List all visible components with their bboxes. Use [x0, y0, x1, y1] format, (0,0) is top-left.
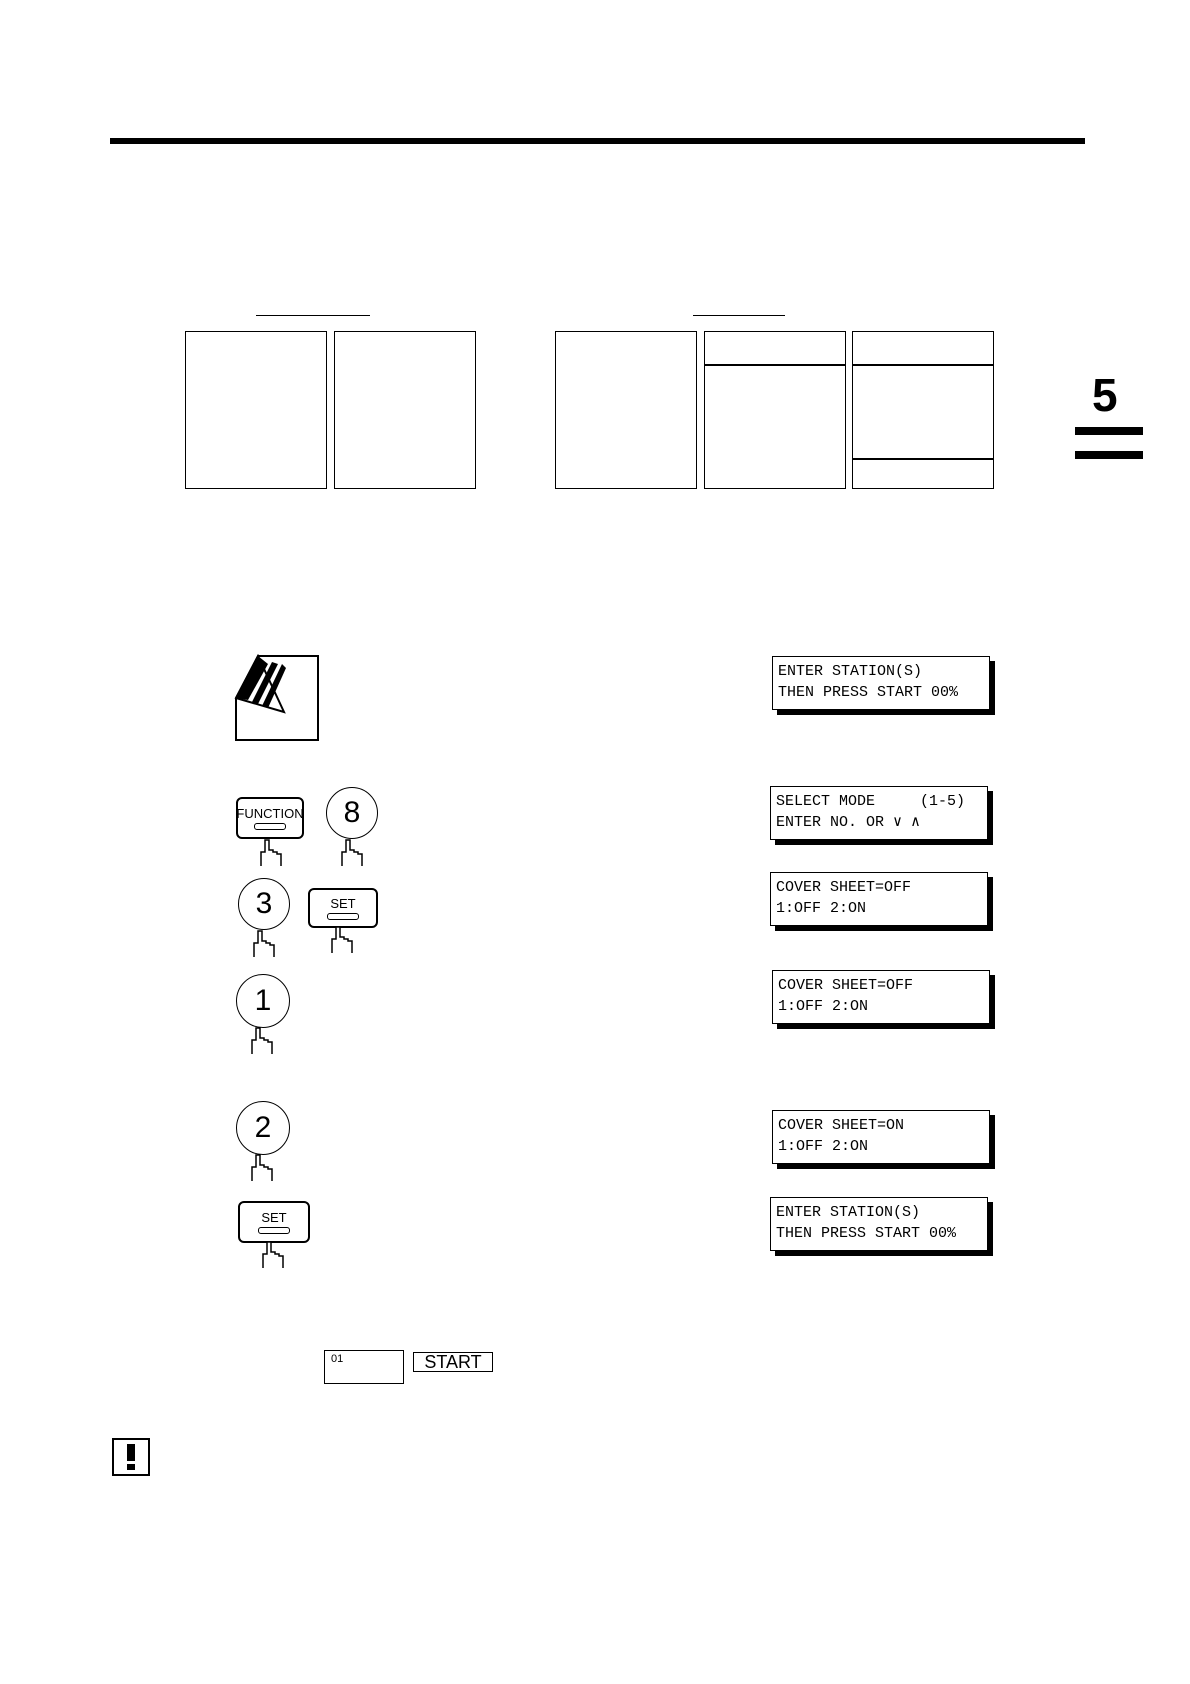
lcd-display-step6: ENTER STATION(S) THEN PRESS START 00% — [770, 1197, 988, 1251]
page-diagram — [555, 331, 697, 489]
lcd-display-step5: COVER SHEET=ON 1:OFF 2:ON — [772, 1110, 990, 1164]
key-2[interactable]: 2 — [236, 1101, 290, 1155]
set-key[interactable]: SET — [238, 1201, 310, 1243]
note-icon — [112, 1438, 150, 1476]
start-key[interactable]: START — [413, 1352, 493, 1372]
station-number-box[interactable]: 01 — [324, 1350, 404, 1384]
chapter-number: 5 — [1092, 369, 1118, 421]
right-group-underline — [693, 315, 785, 316]
key-1[interactable]: 1 — [236, 974, 290, 1028]
finger-icon — [257, 838, 287, 868]
page-diagram — [185, 331, 327, 489]
page-diagram — [334, 331, 476, 489]
key-3[interactable]: 3 — [238, 878, 290, 930]
lcd-display-step4: COVER SHEET=OFF 1:OFF 2:ON — [772, 970, 990, 1024]
finger-icon — [338, 838, 368, 868]
chapter-bar-top — [1075, 427, 1143, 435]
page-diagram — [704, 331, 846, 489]
document-icon — [234, 654, 320, 742]
left-group-underline — [256, 315, 370, 316]
finger-icon — [259, 1240, 289, 1270]
lcd-display-step3: COVER SHEET=OFF 1:OFF 2:ON — [770, 872, 988, 926]
function-key[interactable]: FUNCTION — [236, 797, 304, 839]
finger-icon — [248, 1153, 278, 1183]
set-key[interactable]: SET — [308, 888, 378, 928]
finger-icon — [328, 925, 358, 955]
lcd-display-step2: SELECT MODE (1-5) ENTER NO. OR ∨ ∧ — [770, 786, 988, 840]
finger-icon — [250, 929, 280, 959]
page-diagram — [852, 331, 994, 489]
finger-icon — [248, 1026, 278, 1056]
header-rule — [110, 138, 1085, 144]
key-8[interactable]: 8 — [326, 787, 378, 839]
lcd-display-step1: ENTER STATION(S) THEN PRESS START 00% — [772, 656, 990, 710]
chapter-bar-bottom — [1075, 451, 1143, 459]
